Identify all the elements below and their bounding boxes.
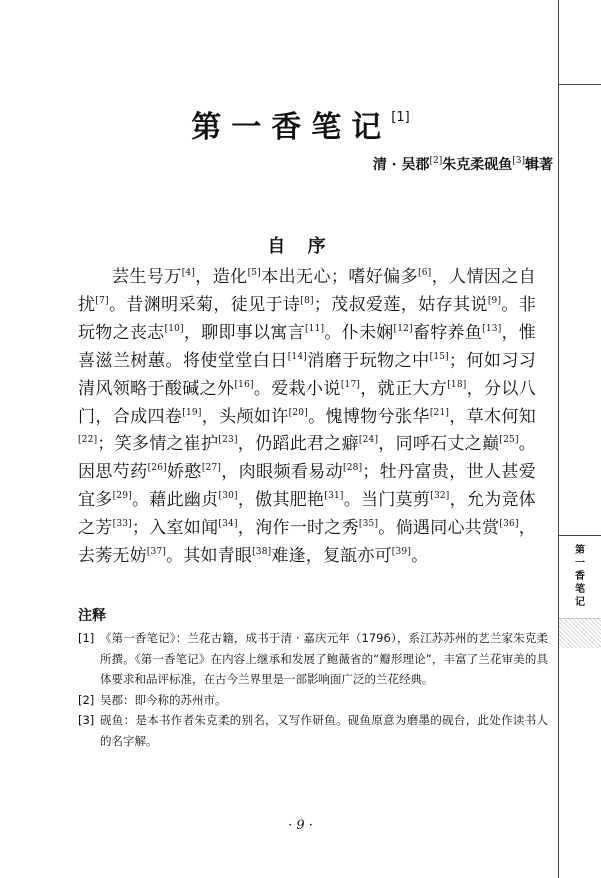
footnote-ref: [7] — [95, 295, 109, 306]
note-item — [78, 628, 548, 690]
preface-text: ；笑多情之崔护 — [97, 434, 219, 455]
footnote-ref: [4] — [181, 268, 196, 278]
preface-text: ，头颅如许 — [201, 406, 289, 427]
preface-text: ，同呼石丈之巅 — [378, 434, 500, 455]
preface-text: ，仍蹈此君之癖 — [237, 434, 359, 455]
footnote-ref: [15] — [429, 351, 449, 362]
preface-text: ；牡丹富贵，世人甚爱宜多 — [78, 462, 536, 511]
footnote-ref: [35] — [358, 519, 379, 530]
preface-text: 。当门莫剪 — [343, 490, 431, 511]
footnote-ref: [33] — [112, 519, 132, 530]
page-number: · 9 · — [288, 818, 313, 833]
preface-text: 本出无心；嗜好偏多 — [260, 267, 419, 287]
edge-divider-tab-top — [558, 535, 601, 536]
notes-title: 注释 — [78, 608, 106, 624]
note-item — [78, 690, 548, 711]
footnote-ref: [8] — [300, 295, 314, 306]
preface-text: 娇憨 — [166, 462, 202, 483]
footnote-ref: [13] — [482, 323, 502, 334]
preface-text: 。爱栽小说 — [253, 378, 341, 399]
footnote-ref: [29] — [112, 491, 132, 502]
preface-title: 自 序 — [267, 236, 334, 257]
note-number: [3] — [78, 713, 95, 727]
preface-paragraph — [78, 264, 536, 571]
note-number: [2] — [78, 692, 95, 707]
footnote-ref: [24] — [358, 435, 379, 446]
footnote-ref: [6] — [418, 268, 432, 278]
preface-text: 。倘遇同心共赏 — [378, 518, 500, 539]
author-prefix: 清 · 吴郡 — [372, 157, 430, 173]
footnote-ref: [11] — [304, 323, 325, 334]
footnote-ref: [31] — [324, 491, 344, 502]
preface-text: ，聊即事以寓言 — [183, 322, 305, 343]
preface-text: 芸生号万 — [112, 267, 182, 287]
note-text: 《第一香笔记》：兰花古籍，成书于清 · 嘉庆元年（1796），系江苏苏州的艺兰家朱克柔所撰。《第一香笔记》在内容上继承和发展了鲍薇省的“瓣形理论”，丰富了兰花审美的具体要求和品评标准，在古今兰界里是一部影响面广泛的兰花经典。 — [100, 631, 548, 686]
footnote-ref: [17] — [340, 379, 361, 390]
footnote-ref: [27] — [201, 463, 222, 474]
preface-text: 。非玩物之丧志 — [78, 294, 536, 343]
preface-text: ，惟喜滋兰树蕙。将使堂堂白日 — [78, 322, 537, 371]
footnote-ref: [26] — [147, 463, 167, 474]
title-footnote-ref: [1] — [391, 110, 410, 125]
author-ref-2: [3] — [512, 156, 525, 166]
footnote-ref: [14] — [287, 351, 307, 362]
author-name: 朱克柔砚鱼 — [442, 157, 513, 173]
page-title — [0, 98, 601, 148]
preface-text: ；入室如闻 — [131, 518, 219, 539]
preface-text: ，就正大方 — [360, 378, 448, 399]
footnote-ref: [39] — [391, 547, 412, 558]
footnote-ref: [28] — [343, 463, 363, 474]
preface-text: 。藉此幽贞 — [131, 490, 219, 511]
footnote-ref: [20] — [288, 407, 308, 418]
footnote-ref: [19] — [182, 407, 202, 418]
footnote-ref: [22] — [78, 435, 98, 446]
footnote-ref: [38] — [252, 547, 272, 558]
preface-text: 畜牸养鱼 — [412, 322, 483, 343]
preface-text: ，肉眼频看易动 — [221, 462, 344, 483]
note-number: [1] — [78, 631, 95, 645]
preface-text: ，造化 — [195, 267, 248, 287]
note-text: 砚鱼：是本书作者朱克柔的别名，又写作研鱼。砚鱼原意为磨墨的砚台，此处作读书人的名字解。 — [100, 713, 548, 748]
footnote-ref: [21] — [429, 407, 450, 418]
chapter-side-tab — [559, 544, 601, 609]
footnote-ref: [18] — [447, 379, 467, 390]
side-tab-char: 笔 — [575, 584, 585, 595]
footnote-ref: [12] — [393, 323, 413, 334]
preface-text: 。仆未娴 — [324, 322, 394, 343]
title-text: 第一香笔记 — [191, 110, 392, 145]
side-tab-char: 香 — [575, 571, 585, 582]
side-tab-char: 记 — [575, 597, 585, 608]
preface-text: ，分以八门，合成四卷 — [78, 378, 536, 427]
preface-text: ；何如习习清风领略于酸碱之外 — [78, 350, 536, 399]
preface-text: 。 — [411, 546, 429, 567]
preface-text: ，草木何知 — [449, 406, 537, 427]
preface-text: ，去莠无妨 — [78, 518, 536, 567]
author-suffix: 辑著 — [525, 157, 553, 173]
edge-divider-top — [558, 84, 601, 85]
footnote-ref: [25] — [499, 435, 519, 446]
author-ref-1: [2] — [429, 156, 443, 166]
notes-list — [78, 628, 548, 751]
preface-text: ；茂叔爱莲，姑存其说 — [313, 294, 488, 315]
footnote-ref: [32] — [430, 491, 450, 502]
footnote-ref: [9] — [487, 295, 502, 306]
preface-text: ，允为竞体之芳 — [78, 490, 537, 539]
footnote-ref: [16] — [234, 379, 254, 390]
edge-hatch-pattern — [559, 618, 601, 648]
footnote-ref: [36] — [499, 519, 519, 530]
preface-text: 消磨于玩物之中 — [307, 350, 430, 371]
footnote-ref: [37] — [146, 547, 167, 558]
footnote-ref: [30] — [218, 491, 238, 502]
preface-body — [78, 264, 536, 571]
footnote-ref: [10] — [164, 323, 184, 334]
preface-text: 。愧博物兮张华 — [307, 406, 430, 427]
preface-text: 。因思芍药 — [78, 434, 536, 483]
preface-text: 难逢，复瓿亦可 — [271, 546, 392, 567]
preface-text: ，洵作一时之秀 — [237, 518, 359, 539]
author-line — [373, 150, 553, 176]
side-tab-char: 第 — [575, 545, 585, 556]
footnote-ref: [34] — [218, 519, 238, 530]
side-tab-char: 一 — [575, 558, 585, 569]
footnote-ref: [5] — [247, 268, 261, 278]
note-item — [78, 710, 548, 751]
preface-text: 。昔渊明采菊，徒见于诗 — [108, 294, 301, 315]
preface-text: 。其如青眼 — [166, 546, 253, 567]
preface-text: ，人情因之自扰 — [78, 267, 536, 315]
preface-text: ，傲其肥艳 — [237, 490, 325, 511]
footnote-ref: [23] — [218, 435, 238, 446]
note-text: 吴郡：即今称的苏州市。 — [100, 692, 227, 707]
